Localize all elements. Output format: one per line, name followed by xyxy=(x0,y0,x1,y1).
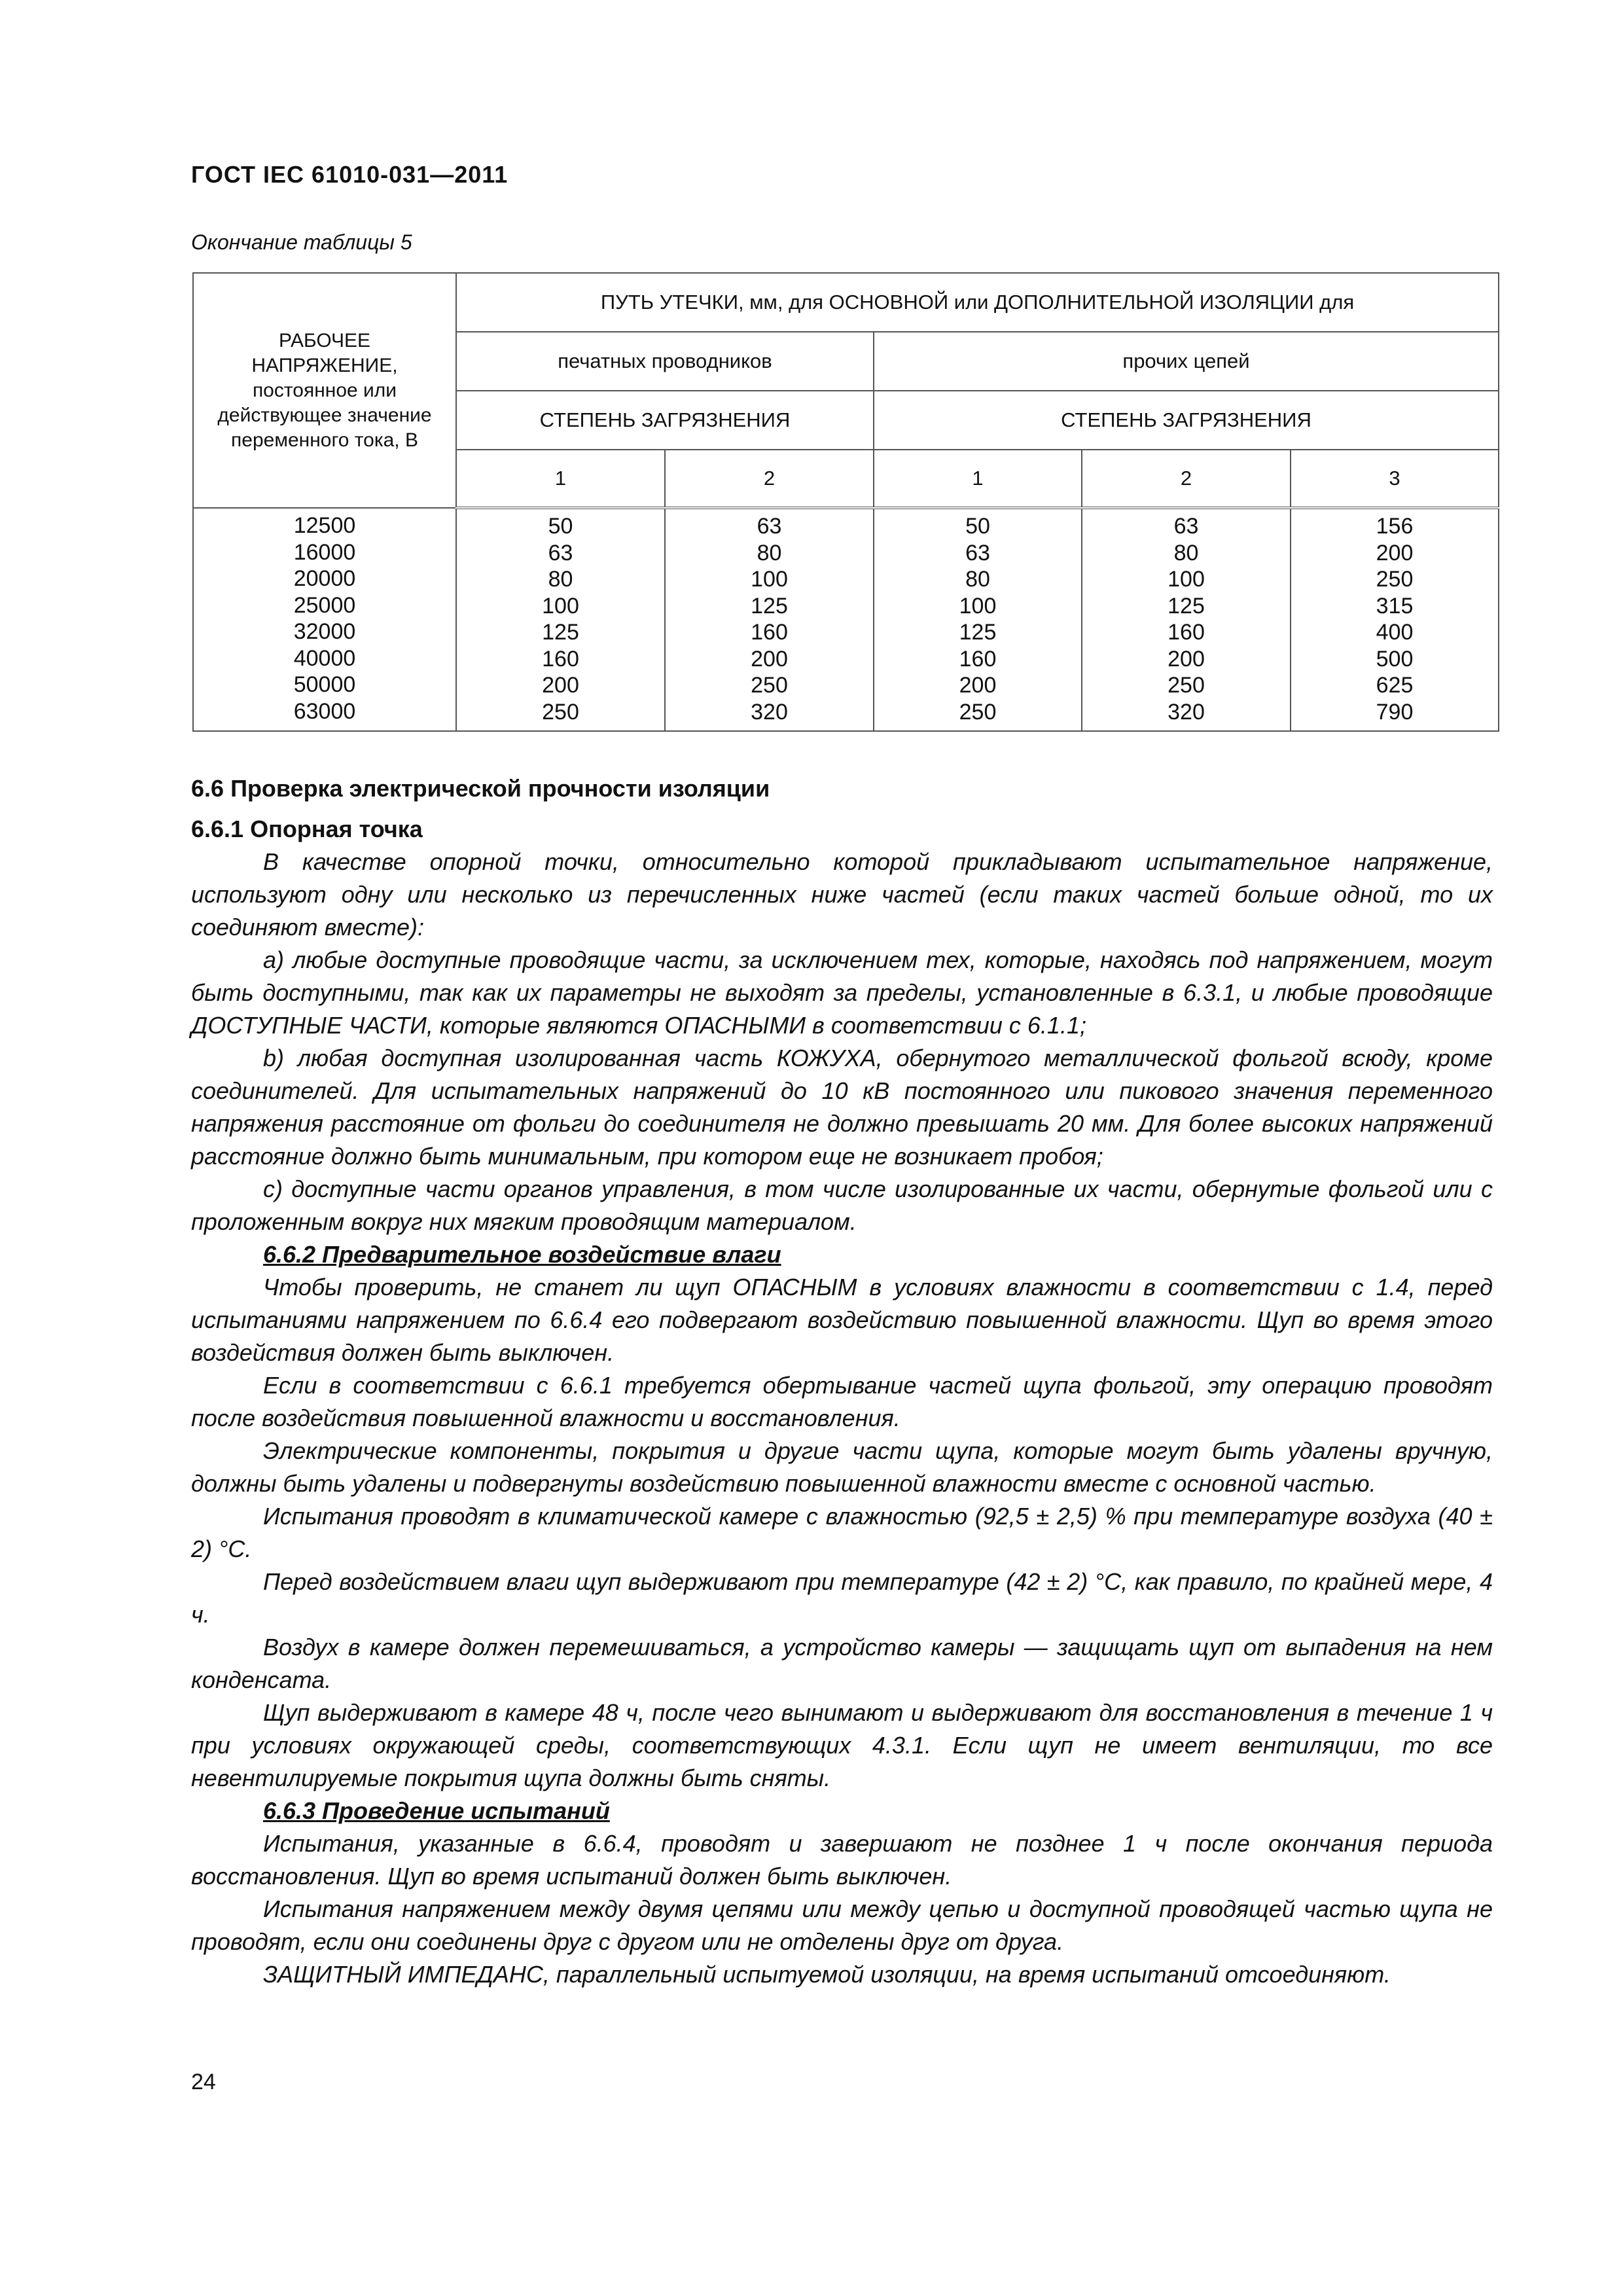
section-heading-6-6-2: 6.6.2 Предварительное воздействие влаги xyxy=(263,1241,781,1268)
table-cell: 320 xyxy=(751,699,788,725)
voltage-values xyxy=(193,508,456,731)
table-cell: 125 xyxy=(751,593,788,619)
table-cell: 200 xyxy=(959,673,997,698)
table-cell: 80 xyxy=(1173,540,1199,565)
table-cell: 156 xyxy=(1376,514,1414,539)
table-cell: 100 xyxy=(1168,567,1205,592)
table-cell: 625 xyxy=(1376,673,1414,698)
degree-header: 1 xyxy=(874,450,1082,508)
table-cell: 200 xyxy=(542,673,579,698)
degree-header: 2 xyxy=(1082,450,1291,508)
table-cell: 16000 xyxy=(293,539,356,565)
table-caption: Окончание таблицы 5 xyxy=(191,230,412,254)
table-cell: 790 xyxy=(1376,699,1414,725)
table-cell: 125 xyxy=(1168,593,1205,619)
table-cell: 40000 xyxy=(293,645,356,671)
printed-conductors-header: печатных проводников xyxy=(456,332,874,391)
table-cell: 160 xyxy=(959,646,997,672)
section-heading-6-6-3: 6.6.3 Проведение испытаний xyxy=(263,1797,610,1824)
section-heading-6-6-1: 6.6.1 Опорная точка xyxy=(191,816,423,842)
list-item: c) доступные части органов управления, в том числе изолированные их части, обернутые фольгой или с проложенным вокруг них мягким проводящим материалом. xyxy=(191,1175,1493,1235)
list-item: b) любая доступная изолированная часть КОЖУХА, обернутого металлической фольгой всюду, кроме соединителей. Для испытательных напряжений до 10 кВ постоянного или пикового значения переменного напряжения расстояние от фольги до соединителя не должно превышать 20 мм. Для более высоких напряжений расстояние должно быть минимальным, при котором еще не возникает пробоя; xyxy=(191,1045,1493,1170)
table-cell: 20000 xyxy=(293,566,356,591)
paragraph: ЗАЩИТНЫЙ ИМПЕДАНС, параллельный испытуемой изоляции, на время испытаний отсоединяют. xyxy=(263,1961,1391,1988)
table-cell: 80 xyxy=(548,567,573,592)
table-cell: 63 xyxy=(965,540,990,565)
pollution-degree-header-printed: СТЕПЕНЬ ЗАГРЯЗНЕНИЯ xyxy=(456,391,874,450)
table-cell: 63 xyxy=(757,514,782,539)
table-cell: 250 xyxy=(1376,567,1414,592)
table-cell: 250 xyxy=(542,699,579,725)
section-heading-6-6: 6.6 Проверка электрической прочности изоляции xyxy=(191,775,770,802)
degree-header: 1 xyxy=(456,450,665,508)
paragraph: Воздух в камере должен перемешиваться, а устройство камеры — защищать щуп от выпадения на нем конденсата. xyxy=(191,1634,1493,1693)
other-pd1-values xyxy=(874,508,1082,731)
table-cell: 160 xyxy=(1168,620,1205,645)
table-cell: 100 xyxy=(959,593,997,619)
list-item: a) любые доступные проводящие части, за исключением тех, которые, находясь под напряжением, могут быть доступными, так как их параметры не выходят за пределы, установленные в 6.3.1, и любые проводящие ДОСТУПНЫЕ ЧАСТИ, которые являются ОПАСНЫМИ в соответствии с 6.1.1; xyxy=(191,946,1493,1039)
paragraph: Электрические компоненты, покрытия и другие части щупа, которые могут быть удалены вручную, должны быть удалены и подвергнуты воздействию повышенной влажности вместе с основной частью. xyxy=(191,1437,1493,1497)
printed-pd2-values xyxy=(665,508,874,731)
table-cell: 80 xyxy=(757,540,782,565)
table-cell: 320 xyxy=(1168,699,1205,725)
table-cell: 100 xyxy=(751,567,788,592)
table-cell: 250 xyxy=(959,699,997,725)
table-cell: 500 xyxy=(1376,646,1414,672)
table-cell: 63000 xyxy=(293,698,356,724)
paragraph: Испытания проводят в климатической камере с влажностью (92,5 ± 2,5) % при температуре воздуха (40 ± 2) °С. xyxy=(191,1503,1493,1562)
paragraph: Перед воздействием влаги щуп выдерживают при температуре (42 ± 2) °С, как правило, по крайней мере, 4 ч. xyxy=(191,1568,1493,1628)
paragraph: Испытания, указанные в 6.6.4, проводят и завершают не позднее 1 ч после окончания периода восстановления. Щуп во время испытаний должен быть выключен. xyxy=(191,1830,1493,1890)
document-header: ГОСТ IEC 61010-031—2011 xyxy=(191,161,508,188)
table-cell: 12500 xyxy=(293,513,356,538)
table-cell: 315 xyxy=(1376,593,1414,619)
paragraph: Если в соответствии с 6.6.1 требуется обертывание частей щупа фольгой, эту операцию проводят после воздействия повышенной влажности и восстановления. xyxy=(191,1372,1493,1431)
other-pd2-values xyxy=(1082,508,1291,731)
paragraph: Испытания напряжением между двумя цепями или между цепью и доступной проводящей частью щупа не проводят, если они соединены друг с другом или не отделены друг от друга. xyxy=(191,1895,1493,1955)
table-cell: 80 xyxy=(965,567,990,592)
table-cell: 250 xyxy=(1168,673,1205,698)
page-number: 24 xyxy=(191,2070,216,2094)
table-cell: 200 xyxy=(751,646,788,672)
other-pd3-values xyxy=(1291,508,1499,731)
table-cell: 400 xyxy=(1376,620,1414,645)
paragraph: В качестве опорной точки, относительно которой прикладывают испытательное напряжение, используют одну или несколько из перечисленных ниже частей (если таких частей больше одной, то их соединяют вместе): xyxy=(191,848,1493,941)
table-cell: 32000 xyxy=(293,619,356,644)
paragraph: Щуп выдерживают в камере 48 ч, после чего вынимают и выдерживают для восстановления в течение 1 ч при условиях окружающей среды, соответствующих 4.3.1. Если щуп не имеет вентиляции, то все невентилируемые покрытия щупа должны быть сняты. xyxy=(191,1699,1493,1791)
body-text xyxy=(191,772,1493,1991)
degree-header: 3 xyxy=(1291,450,1499,508)
table-cell: 125 xyxy=(542,620,579,645)
degree-header: 2 xyxy=(665,450,874,508)
table-cell: 250 xyxy=(751,673,788,698)
table-cell: 125 xyxy=(959,620,997,645)
paragraph: Чтобы проверить, не станет ли щуп ОПАСНЫМ в условиях влажности в соответствии с 1.4, перед испытаниями напряжением по 6.6.4 его подвергают воздействию повышенной влажности. Щуп во время этого воздействия должен быть выключен. xyxy=(191,1274,1493,1366)
table-cell: 63 xyxy=(1173,514,1199,539)
table-cell: 50000 xyxy=(293,672,356,697)
creepage-table xyxy=(192,272,1499,732)
creepage-header: ПУТЬ УТЕЧКИ, мм, для ОСНОВНОЙ или ДОПОЛНИТЕЛЬНОЙ ИЗОЛЯЦИИ для xyxy=(456,273,1499,332)
table-cell: 160 xyxy=(751,620,788,645)
table-cell: 50 xyxy=(548,514,573,539)
table-cell: 200 xyxy=(1168,646,1205,672)
printed-pd1-values xyxy=(456,508,665,731)
table-cell: 160 xyxy=(542,646,579,672)
other-circuits-header: прочих цепей xyxy=(874,332,1499,391)
table-cell: 200 xyxy=(1376,540,1414,565)
table-cell: 25000 xyxy=(293,592,356,618)
voltage-column-header: РАБОЧЕЕ НАПРЯЖЕНИЕ, постоянное или действующее значение переменного тока, В xyxy=(193,273,456,508)
table-cell: 63 xyxy=(548,540,573,565)
table-cell: 50 xyxy=(965,514,990,539)
pollution-degree-header-other: СТЕПЕНЬ ЗАГРЯЗНЕНИЯ xyxy=(874,391,1499,450)
table-cell: 100 xyxy=(542,593,579,619)
